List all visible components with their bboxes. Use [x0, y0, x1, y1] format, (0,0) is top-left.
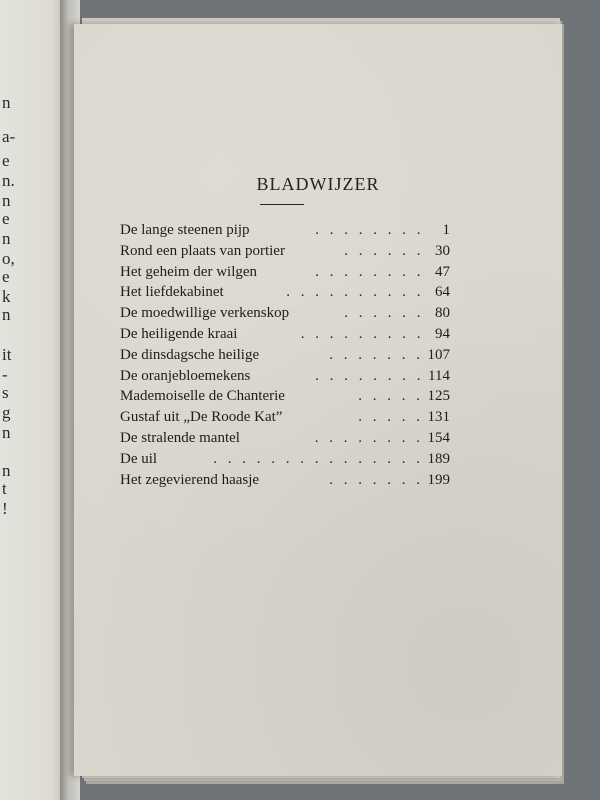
toc-entry-title: Rond een plaats van portier [120, 242, 285, 259]
toc-leader-dots: . . . . . . . . . . [286, 284, 424, 301]
left-page-text: e [2, 267, 10, 286]
toc-leader-dots: . . . . . . . . [314, 429, 424, 446]
toc-entry-title: Het liefdekabinet [120, 284, 224, 301]
toc-row [120, 430, 450, 451]
toc-page-number: 125 [427, 388, 450, 405]
toc-leader-dots: . . . . . . . [329, 471, 424, 488]
toc-page-number: 64 [435, 284, 450, 301]
toc-page-number: 30 [435, 242, 450, 259]
left-page-text: ! [2, 499, 8, 518]
toc-page-number: 47 [435, 263, 450, 280]
left-page-text: n [2, 93, 11, 112]
toc-row [120, 409, 450, 430]
toc-leader-dots: . . . . . [358, 409, 424, 426]
left-page-text: n [2, 461, 11, 480]
toc-entry-title: Gustaf uit „De Roode Kat” [120, 409, 283, 426]
left-page-text: - [2, 365, 8, 384]
toc-row [120, 472, 450, 493]
toc-entry-title: Mademoiselle de Chanterie [120, 388, 285, 405]
left-page-text: g [2, 403, 11, 422]
toc-entry-title: De moedwillige verkenskop [120, 305, 290, 322]
toc-row [120, 451, 450, 472]
left-page-text: a- [2, 127, 16, 146]
toc-leader-dots: . . . . . . . . [315, 222, 424, 238]
left-page-text: k [2, 287, 11, 306]
toc-entry-title: De stralende mantel [120, 429, 240, 446]
left-page-text: e [2, 209, 10, 228]
toc-leader-dots: . . . . . . [344, 242, 424, 259]
left-page-text: n [2, 423, 11, 442]
toc-leader-dots: . . . . . . [344, 305, 424, 322]
toc-row [120, 347, 450, 368]
toc-page-number: 131 [427, 409, 450, 426]
toc-row [120, 368, 450, 389]
toc-entry-title: Het zegevierend haasje [120, 471, 260, 488]
toc-row [120, 243, 450, 264]
toc-page-number: 199 [427, 471, 450, 488]
toc-row [120, 305, 450, 326]
toc-leader-dots: . . . . . . . . [315, 367, 424, 384]
left-page-text: n [2, 229, 11, 248]
toc-entry-title: De dinsdagsche heilige [120, 346, 260, 363]
toc-entry-title: De heiligende kraai [120, 325, 238, 342]
left-page-text: t [2, 479, 7, 498]
toc-leader-dots: . . . . . . . [329, 346, 424, 363]
toc-leader-dots: . . . . . . . . . [300, 325, 424, 342]
toc-entry-title: De oranjebloemekens [120, 367, 251, 384]
toc-leader-dots: . . . . . [358, 388, 424, 405]
toc-row [120, 222, 450, 243]
toc-row [120, 264, 450, 285]
toc-page-number: 114 [428, 367, 450, 384]
toc-leader-dots: . . . . . . . . . . . . . . . [213, 450, 424, 467]
left-page-text: o, [2, 249, 15, 268]
toc-page-number: 189 [427, 450, 450, 467]
left-page-text: it [2, 345, 12, 364]
toc-page-number: 94 [435, 325, 450, 342]
toc-row [120, 326, 450, 347]
toc-page [74, 24, 562, 776]
toc-row [120, 284, 450, 305]
toc-entry-title: Het geheim der wilgen [120, 263, 258, 280]
left-page-text: n [2, 191, 11, 210]
toc-entry-title: De uil [120, 450, 158, 467]
toc-page-number: 80 [435, 305, 450, 322]
left-page-text: s [2, 383, 9, 402]
title-divider [260, 204, 304, 205]
left-page-text: e [2, 151, 10, 170]
toc-page-number: 1 [442, 222, 450, 238]
left-page-text: n [2, 305, 11, 324]
toc-entry-title: De lange steenen pijp [120, 222, 250, 238]
toc-list [120, 222, 450, 492]
toc-page-number: 107 [427, 346, 450, 363]
toc-page-number: 154 [427, 429, 450, 446]
toc-leader-dots: . . . . . . . . [315, 263, 424, 280]
page-title: BLADWIJZER [256, 174, 380, 194]
left-page-text: n. [2, 171, 15, 190]
toc-row [120, 388, 450, 409]
